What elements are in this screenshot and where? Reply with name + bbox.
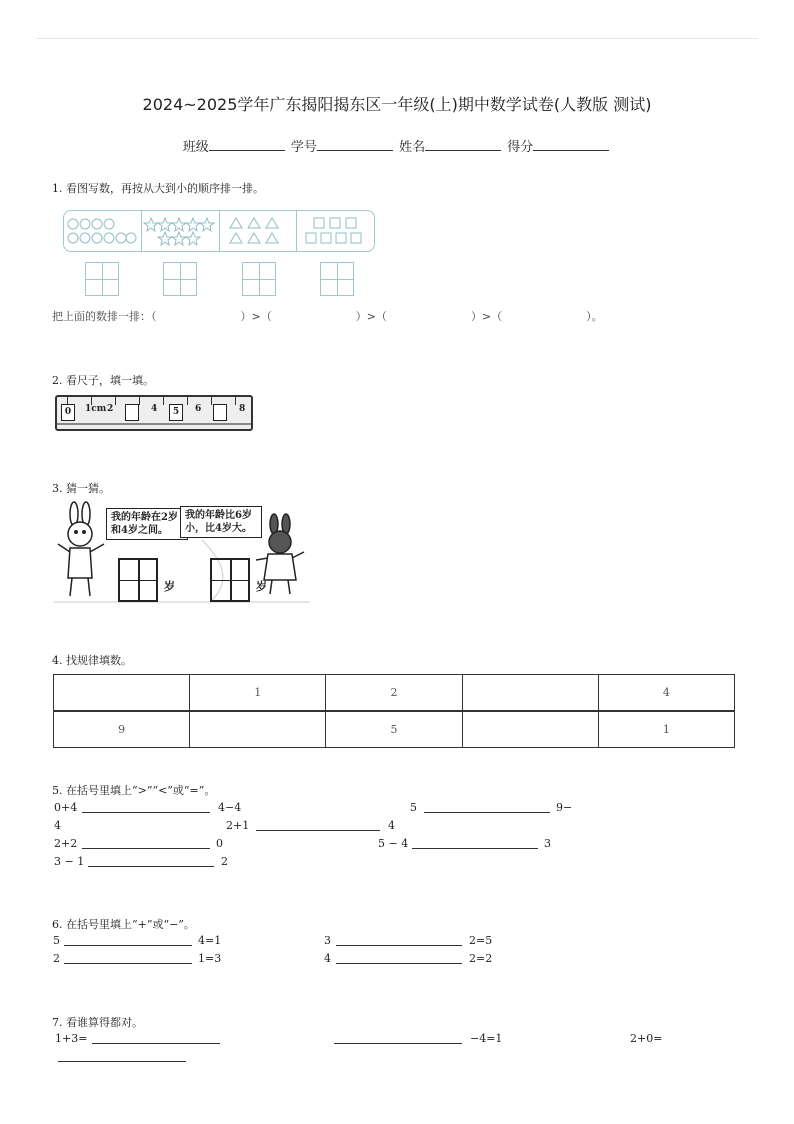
ruler-label-4: 4 bbox=[151, 404, 158, 414]
q7-prompt: 7. 看谁算得都对。 bbox=[52, 1016, 143, 1029]
q3-prompt: 3. 猜一猜。 bbox=[52, 482, 110, 495]
ruler-label-1cm: 1cm bbox=[85, 404, 107, 414]
q5-r4a: 3 − 1 bbox=[54, 855, 85, 868]
q1-order-line bbox=[52, 308, 603, 324]
q5-blank-3[interactable] bbox=[256, 820, 380, 831]
triangles-cell bbox=[220, 211, 298, 251]
q6-blank-3[interactable] bbox=[64, 953, 192, 964]
ruler-tick bbox=[235, 397, 236, 405]
q6-c2: 1=3 bbox=[198, 952, 222, 965]
squares-icon bbox=[304, 215, 368, 247]
q5-r3a: 2+2 bbox=[54, 837, 78, 850]
ruler-image bbox=[55, 395, 253, 431]
q5-r4b: 2 bbox=[221, 855, 228, 868]
q5-r1b: 4−4 bbox=[218, 801, 242, 814]
q1-gt-3: ）>（ bbox=[470, 310, 503, 323]
table-cell: 1 bbox=[190, 675, 326, 712]
circles-icon bbox=[65, 215, 139, 247]
q6-blank-1[interactable] bbox=[64, 935, 192, 946]
ruler-label-2: 2 bbox=[107, 404, 114, 414]
ruler-tick bbox=[211, 397, 212, 405]
q1-order-prefix: 把上面的数排一排：（ bbox=[52, 310, 157, 323]
q1-answer-box-4[interactable] bbox=[320, 262, 354, 296]
q1-gt-1: ）>（ bbox=[240, 310, 272, 323]
ruler-tick bbox=[115, 397, 116, 405]
q7-blank-3[interactable] bbox=[58, 1051, 186, 1062]
q6-a1: 5 bbox=[53, 934, 60, 947]
q5-blank-6[interactable] bbox=[88, 856, 214, 867]
right-speech-bubble bbox=[180, 506, 262, 538]
q1-prompt: 1. 看图写数，再按从大到小的顺序排一排。 bbox=[52, 182, 264, 195]
ruler-blank-7[interactable] bbox=[213, 404, 227, 421]
q1-answer-box-1[interactable] bbox=[85, 262, 119, 296]
q6-b1: 3 bbox=[324, 934, 331, 947]
q6-blank-2[interactable] bbox=[336, 935, 462, 946]
right-bubble-line-2: 小，比4岁大。 bbox=[185, 523, 252, 534]
q3-answer-box-right[interactable] bbox=[210, 558, 250, 602]
table-row bbox=[54, 675, 735, 712]
q1-order-end: ）。 bbox=[586, 310, 603, 323]
q5-r1c: 5 bbox=[410, 801, 417, 814]
ruler-tick bbox=[187, 397, 188, 405]
q5-r2a: 4 bbox=[54, 819, 61, 832]
q7-e2: −4=1 bbox=[470, 1032, 503, 1045]
q5-r2c: 4 bbox=[388, 819, 395, 832]
q6-d1: 4 bbox=[324, 952, 331, 965]
q5-blank-5[interactable] bbox=[412, 838, 538, 849]
q1-answer-box-3[interactable] bbox=[242, 262, 276, 296]
left-bubble-line-1: 我的年龄在2岁 bbox=[111, 512, 178, 523]
number-label: 学号 bbox=[290, 140, 317, 155]
name-label: 姓名 bbox=[399, 140, 426, 155]
q7-blank-2[interactable] bbox=[334, 1033, 462, 1044]
q5-blank-4[interactable] bbox=[82, 838, 210, 849]
q6-a2: 4=1 bbox=[198, 934, 222, 947]
student-info bbox=[0, 136, 794, 155]
rabbit-left-icon bbox=[58, 502, 104, 596]
left-speech-bubble bbox=[106, 508, 188, 540]
page-title: 2024~2025学年广东揭阳揭东区一年级(上)期中数学试卷(人教版 测试) bbox=[142, 95, 652, 114]
table-cell[interactable] bbox=[462, 675, 598, 712]
header-rule bbox=[36, 38, 758, 39]
ruler-tick bbox=[163, 397, 164, 405]
q5-r3c: 5 − 4 bbox=[378, 837, 409, 850]
pattern-table bbox=[53, 674, 735, 748]
q5-prompt: 5. 在括号里填上“>”“<”或“=”。 bbox=[52, 784, 216, 797]
q6-blank-4[interactable] bbox=[336, 953, 462, 964]
q7-e3: 2+0= bbox=[630, 1032, 663, 1045]
q1-shape-panel bbox=[63, 210, 375, 252]
q5-blank-2[interactable] bbox=[424, 802, 550, 813]
ruler-baseline bbox=[57, 423, 251, 425]
q5-r2b: 2+1 bbox=[226, 819, 250, 832]
q1-gt-2: ）>（ bbox=[355, 310, 387, 323]
q3-unit-right: 岁 bbox=[256, 580, 267, 593]
ruler-label-8: 8 bbox=[239, 404, 246, 414]
squares-cell bbox=[297, 211, 374, 251]
table-row bbox=[54, 711, 735, 748]
q7-e1: 1+3= bbox=[55, 1032, 88, 1045]
class-field[interactable] bbox=[209, 138, 285, 151]
table-cell[interactable] bbox=[54, 675, 190, 712]
table-cell[interactable] bbox=[462, 711, 598, 748]
q6-b2: 2=5 bbox=[469, 934, 493, 947]
ruler-tick bbox=[139, 397, 140, 405]
ruler-label-5: 5 bbox=[169, 404, 183, 421]
table-cell: 9 bbox=[54, 711, 190, 748]
q6-d2: 2=2 bbox=[469, 952, 493, 965]
class-label: 班级 bbox=[182, 140, 209, 155]
ruler-blank-3[interactable] bbox=[125, 404, 139, 421]
left-bubble-line-2: 和4岁之间。 bbox=[111, 525, 168, 536]
score-label: 得分 bbox=[507, 140, 534, 155]
table-cell: 2 bbox=[326, 675, 462, 712]
table-cell: 4 bbox=[598, 675, 734, 712]
stars-cell bbox=[142, 211, 220, 251]
ruler-label-6: 6 bbox=[195, 404, 202, 414]
q4-prompt: 4. 找规律填数。 bbox=[52, 654, 132, 667]
q7-blank-1[interactable] bbox=[92, 1033, 220, 1044]
table-cell[interactable] bbox=[190, 711, 326, 748]
q5-r3d: 3 bbox=[544, 837, 551, 850]
number-field[interactable] bbox=[317, 138, 393, 151]
ruler-label-0: 0 bbox=[61, 404, 75, 421]
stars-icon bbox=[143, 215, 217, 247]
triangles-icon bbox=[228, 215, 288, 247]
q6-c1: 2 bbox=[53, 952, 60, 965]
table-cell: 5 bbox=[326, 711, 462, 748]
name-field[interactable] bbox=[425, 138, 501, 151]
q3-unit-left: 岁 bbox=[164, 580, 175, 593]
circles-cell bbox=[64, 211, 142, 251]
q5-r1a: 0+4 bbox=[54, 801, 78, 814]
right-bubble-line-1: 我的年龄比6岁 bbox=[185, 510, 252, 521]
score-field[interactable] bbox=[533, 138, 609, 151]
table-cell: 1 bbox=[598, 711, 734, 748]
q3-answer-box-left[interactable] bbox=[118, 558, 158, 602]
q2-prompt: 2. 看尺子，填一填。 bbox=[52, 374, 154, 387]
q5-r1d: 9− bbox=[556, 801, 573, 814]
q1-answer-box-2[interactable] bbox=[163, 262, 197, 296]
q6-prompt: 6. 在括号里填上“+”或“−”。 bbox=[52, 918, 195, 931]
q5-r3b: 0 bbox=[216, 837, 223, 850]
q5-blank-1[interactable] bbox=[82, 802, 210, 813]
